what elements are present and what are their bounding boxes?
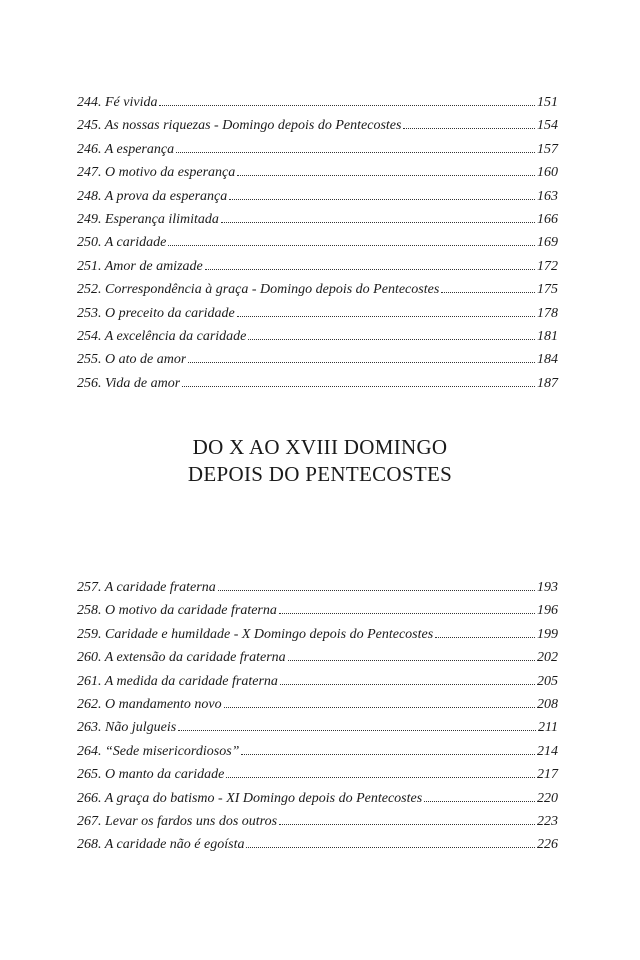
toc-entry-title: 256. Vida de amor	[77, 375, 181, 391]
toc-entry-page: 202	[537, 650, 558, 666]
toc-entry-title: 265. O manto da caridade	[77, 767, 225, 783]
toc-entry[interactable]	[77, 716, 558, 739]
toc-entry-title: 246. A esperança	[77, 141, 175, 157]
toc-entry-title: 253. O preceito da caridade	[77, 305, 235, 321]
toc-list-bottom	[77, 576, 558, 857]
toc-entry-page: 169	[537, 235, 558, 251]
toc-entry[interactable]	[77, 372, 558, 395]
toc-list-top	[77, 91, 558, 395]
toc-entry[interactable]	[77, 740, 558, 763]
dot-leader	[424, 801, 535, 802]
toc-entry[interactable]	[77, 325, 558, 348]
toc-entry[interactable]	[77, 763, 558, 786]
toc-entry-title: 254. A excelência da caridade	[77, 328, 247, 344]
toc-entry-title: 255. O ato de amor	[77, 352, 187, 368]
dot-leader	[241, 754, 535, 755]
dot-leader	[435, 637, 535, 638]
toc-entry[interactable]	[77, 185, 558, 208]
toc-entry-title: 268. A caridade não é egoísta	[77, 837, 245, 853]
toc-entry[interactable]	[77, 833, 558, 856]
toc-entry-page: 181	[537, 328, 558, 344]
toc-entry-title: 264. “Sede misericordiosos”	[77, 743, 240, 759]
toc-entry-title: 244. Fé vivida	[77, 95, 158, 110]
toc-entry-page: 184	[537, 352, 558, 368]
toc-entry[interactable]	[77, 576, 558, 599]
toc-entry[interactable]	[77, 623, 558, 646]
toc-entry-page: 151	[537, 95, 558, 110]
dot-leader	[237, 175, 535, 176]
toc-entry-title: 259. Caridade e humildade - X Domingo depois do Pentecostes	[77, 626, 434, 642]
toc-entry-page: 187	[537, 375, 558, 391]
toc-entry-title: 245. As nossas riquezas - Domingo depois do Pentecostes	[77, 118, 402, 134]
dot-leader	[248, 339, 535, 340]
toc-entry-title: 263. Não julgueis	[77, 720, 177, 736]
toc-entry-page: 196	[537, 603, 558, 619]
toc-entry-page: 226	[537, 837, 558, 853]
section-heading	[0, 434, 640, 488]
toc-entry-page: 214	[537, 743, 558, 759]
toc-entry[interactable]	[77, 787, 558, 810]
toc-entry-page: 223	[537, 813, 558, 829]
toc-entry-title: 258. O motivo da caridade fraterna	[77, 603, 277, 619]
toc-entry-page: 211	[538, 720, 558, 736]
dot-leader	[279, 613, 535, 614]
toc-entry[interactable]	[77, 138, 558, 161]
dot-leader	[441, 292, 535, 293]
dot-leader	[176, 152, 535, 153]
dot-leader	[246, 847, 535, 848]
dot-leader	[188, 362, 535, 363]
toc-entry-title: 257. A caridade fraterna	[77, 580, 216, 595]
toc-entry[interactable]	[77, 231, 558, 254]
toc-entry-page: 217	[537, 767, 558, 783]
toc-entry-title: 247. O motivo da esperança	[77, 165, 236, 181]
toc-entry[interactable]	[77, 255, 558, 278]
toc-entry-page: 160	[537, 165, 558, 181]
toc-entry-page: 157	[537, 141, 558, 157]
dot-leader	[237, 316, 535, 317]
toc-entry-page: 172	[537, 258, 558, 274]
toc-entry[interactable]	[77, 161, 558, 184]
toc-entry[interactable]	[77, 599, 558, 622]
toc-entry-page: 175	[537, 282, 558, 298]
toc-entry-page: 166	[537, 211, 558, 227]
toc-entry-title: 266. A graça do batismo - XI Domingo depois do Pentecostes	[77, 790, 423, 806]
dot-leader	[182, 386, 535, 387]
toc-entry[interactable]	[77, 810, 558, 833]
toc-entry[interactable]	[77, 114, 558, 137]
dot-leader	[403, 128, 535, 129]
toc-entry-title: 250. A caridade	[77, 235, 167, 251]
toc-entry-title: 248. A prova da esperança	[77, 188, 228, 204]
section-heading-line-2: DEPOIS DO PENTECOSTES	[187, 462, 453, 486]
dot-leader	[229, 199, 535, 200]
toc-entry[interactable]	[77, 208, 558, 231]
toc-entry-page: 163	[537, 188, 558, 204]
dot-leader	[226, 777, 535, 778]
dot-leader	[279, 824, 535, 825]
toc-entry-page: 154	[537, 118, 558, 134]
dot-leader	[280, 684, 535, 685]
toc-entry-title: 251. Amor de amizade	[77, 258, 203, 274]
toc-entry-title: 260. A extensão da caridade fraterna	[77, 650, 286, 666]
toc-entry-page: 178	[537, 305, 558, 321]
dot-leader	[288, 660, 535, 661]
toc-entry[interactable]	[77, 278, 558, 301]
dot-leader	[224, 707, 535, 708]
dot-leader	[205, 269, 535, 270]
dot-leader	[218, 590, 535, 591]
toc-entry[interactable]	[77, 302, 558, 325]
dot-leader	[221, 222, 535, 223]
toc-entry[interactable]	[77, 670, 558, 693]
toc-entry[interactable]	[77, 646, 558, 669]
toc-entry-title: 252. Correspondência à graça - Domingo depois do Pentecostes	[77, 282, 440, 298]
toc-entry-title: 249. Esperança ilimitada	[77, 211, 219, 227]
dot-leader	[178, 730, 536, 731]
toc-entry-page: 220	[537, 790, 558, 806]
toc-entry-title: 267. Levar os fardos uns dos outros	[77, 813, 278, 829]
toc-entry-page: 208	[537, 696, 558, 712]
dot-leader	[168, 245, 535, 246]
toc-entry-title: 261. A medida da caridade fraterna	[77, 673, 278, 689]
section-heading-line-1: DO X AO XVIII DOMINGO	[192, 435, 448, 459]
toc-entry[interactable]	[77, 91, 558, 114]
toc-entry[interactable]	[77, 693, 558, 716]
toc-entry-title: 262. O mandamento novo	[77, 696, 222, 712]
dot-leader	[159, 105, 535, 106]
toc-entry-page: 199	[537, 626, 558, 642]
toc-entry[interactable]	[77, 348, 558, 371]
toc-entry-page: 205	[537, 673, 558, 689]
toc-entry-page: 193	[537, 580, 558, 595]
